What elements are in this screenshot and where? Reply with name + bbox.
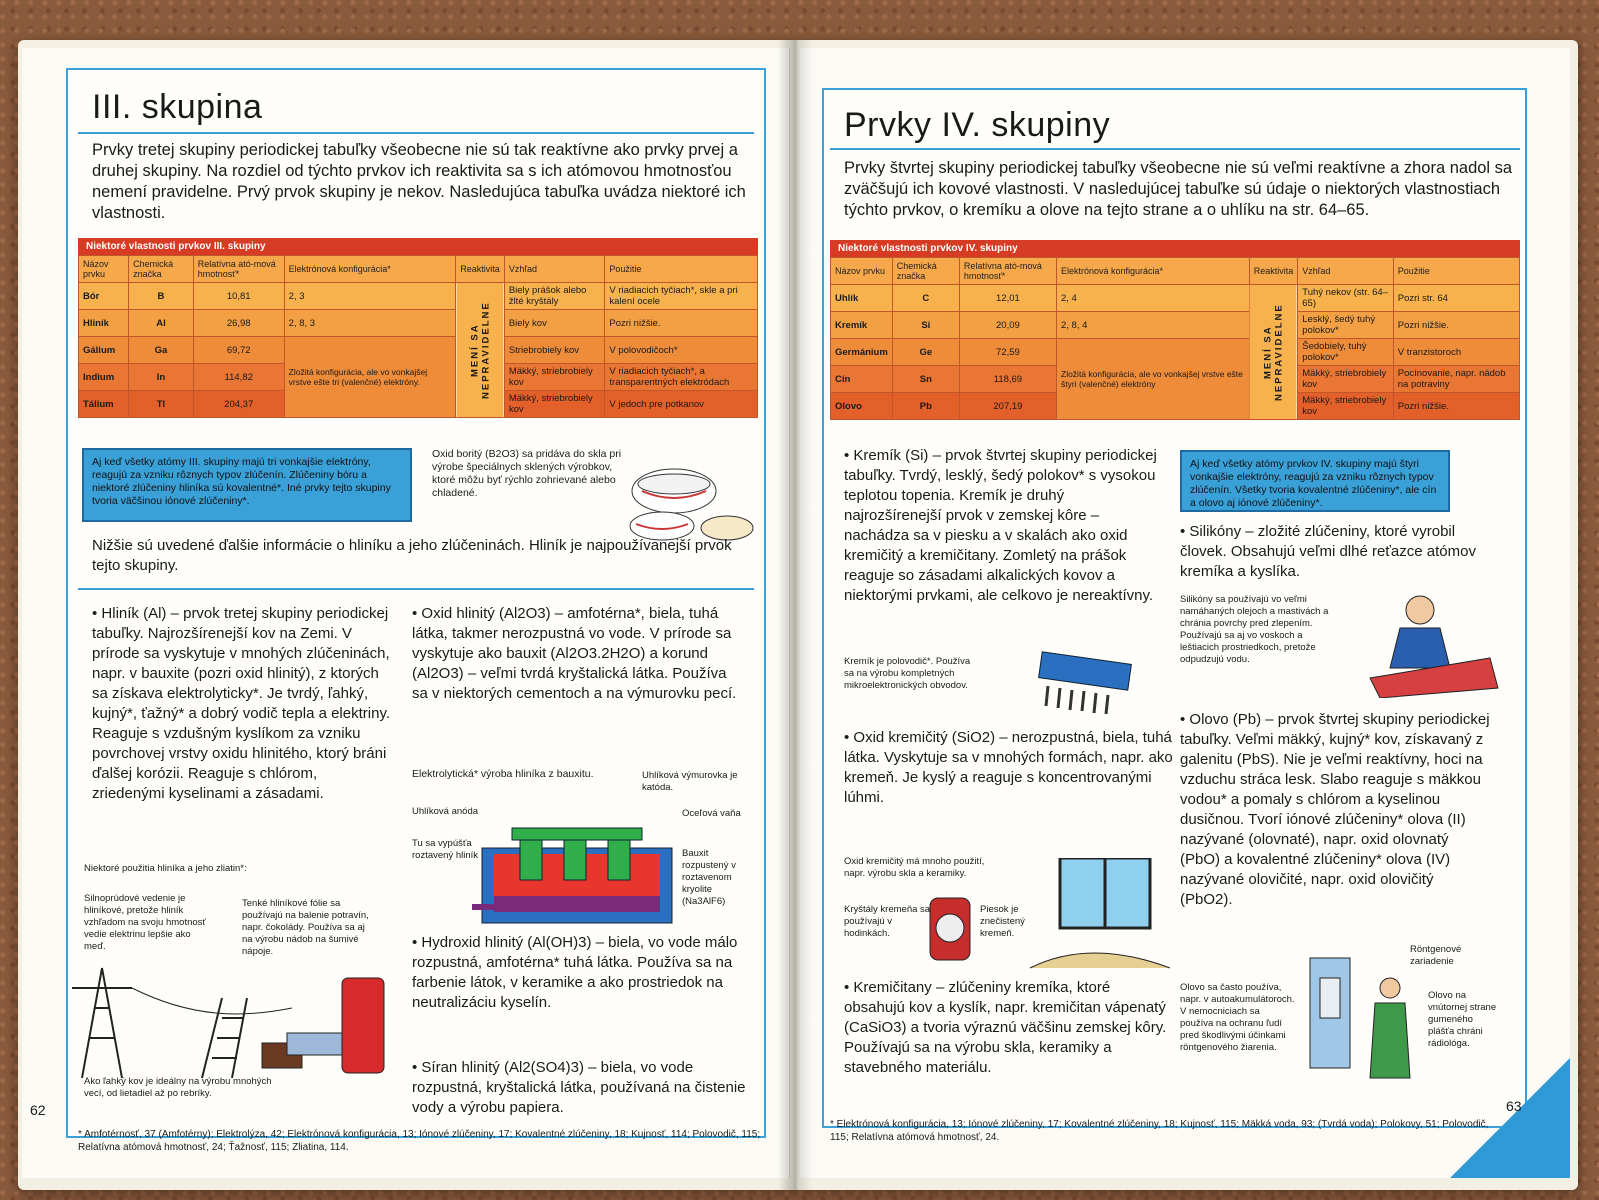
properties-table — [830, 240, 1520, 420]
table-cell-name: Tálium — [79, 391, 129, 418]
polishing-man-illustration — [1360, 588, 1500, 698]
page-title: III. skupina — [92, 88, 263, 126]
table-cell-use: Pozri str. 64 — [1393, 285, 1519, 312]
table-header-cell: Použitie — [605, 256, 758, 283]
table-cell-mass: 12,01 — [959, 285, 1056, 312]
table-cell-config: 2, 8, 3 — [284, 310, 456, 337]
table-cell-name: Bór — [79, 283, 129, 310]
table-cell-look: Mäkký, striebrobiely kov — [1298, 366, 1394, 393]
bowl-illustration — [622, 456, 762, 546]
table-header-cell: Použitie — [1393, 258, 1519, 285]
table-cell-use: Pozri nižšie. — [605, 310, 758, 337]
table-cell-look: Mäkký, striebrobiely kov — [1298, 393, 1394, 420]
table-header-cell: Vzhľad — [504, 256, 605, 283]
table-cell-name: Indium — [79, 364, 129, 391]
table-cell-mass: 207,19 — [959, 393, 1056, 420]
table-header-cell: Relatívna ató-mová hmotnosť* — [193, 256, 284, 283]
aluminium-uses-illustration — [72, 958, 402, 1088]
intro-text: Prvky štvrtej skupiny periodickej tabuľky všeobecne nie sú veľmi reaktívne a zhora nadol sa zväčšujú ich kovové vlastnosti. V nasledujúcej tabuľke sú údaje o niektorých vlastnostiach týchto prvkov, o kremíku a olove na tejto strane a o uhlíku na str. 64–65. — [844, 159, 1513, 219]
table-row — [831, 339, 1520, 366]
table-row — [831, 285, 1520, 312]
table-cell-name: Uhlík — [831, 285, 893, 312]
silicon-text: • Kremík (Si) – prvok štvrtej skupiny periodickej tabuľky. Tvrdý, lesklý, šedý polokov* s vysokou teplotou topenia. Kremík je druhý najrozšírenejší prvok v zemskej kôre – nachádza sa v piesku a v skalách ako oxid kremičitý a kremičitany. Zomletý na prášok reaguje so zásadami alkalických kovov a niektorými prvkami, ale celkovo je nereaktívny. — [844, 447, 1157, 604]
table-cell-use: V riadiacich tyčiach*, a transparentných elektródach — [605, 364, 758, 391]
table-cell-mass: 72,59 — [959, 339, 1056, 366]
table-cell-name: Gálium — [79, 337, 129, 364]
silica-uses-caption: Oxid kremičitý má mnoho použití, napr. výrobu skla a keramiky. — [844, 856, 985, 879]
table-header-cell: Reaktivita — [1249, 258, 1298, 285]
table — [830, 257, 1520, 420]
silicates-text: • Kremičitany – zlúčeniny kremíka, ktoré obsahujú kov a kyslík, napr. kremičitan vápenatý (CaSiO3) a tvoria výraznú väčšinu zemskej kôry. Používajú sa na výrobu skla, keramiky a stavebného materiálu. — [844, 979, 1167, 1076]
table-row — [79, 283, 758, 310]
table-cell-symbol: Ga — [129, 337, 194, 364]
table-cell-name: Kremík — [831, 312, 893, 339]
silicon-dioxide-text: • Oxid kremičitý (SiO2) – nerozpustná, biela, tuhá látka. Vyskytuje sa v mnohých formách, napr. ako kremeň. Je kyslý a reaguje s koncentrovanými lúhmi. — [844, 729, 1173, 806]
table-cell-name: Cín — [831, 366, 893, 393]
silicones-text: • Silikóny – zložité zlúčeniny, ktoré vyrobil človek. Obsahujú veľmi dlhé reťazce atómov kremíka a kyslíka. — [1180, 523, 1476, 580]
open-book — [18, 40, 1578, 1190]
info-note: Aj keď všetky atómy III. skupiny majú tri vonkajšie elektróny, reagujú za vzniku rôznych typov zlúčenín. Zlúčeniny bóru a niektoré zlúčeniny hliníka sú kovalentné*. Iné prvky tejto skupiny tvoria väčšinou iónové zlúčeniny*. — [82, 448, 412, 522]
reactivity-cell: MENÍ SA NEPRAVIDELNE — [456, 283, 505, 418]
ladder-caption: Ako ľahký kov je ideálny na výrobu mnohých vecí, od lietadiel až po rebríky. — [84, 1076, 272, 1099]
table-cell-config: 2, 4 — [1057, 285, 1250, 312]
title-rule — [830, 148, 1520, 150]
aluminium-text: • Hliník (Al) – prvok tretej skupiny periodickej tabuľky. Najrozšírenejší kov na Zemi. V prírode sa vyskytuje v mnohých zlúčeninách, napr. v bauxite (pozri oxid hlinitý), z ktorých sa získava elektrolyticky*. Je tvrdý, ľahký, kujný*, ťažný* a dobrý vodič tepla a elektriny. Reaguje s vzdušným kyslíkom za vzniku povrchovej vrstvy oxidu hlinitého, ktorý bráni ďalšej korózii. Reaguje s chlórom, zriedenými kyselinami a zásadami. — [92, 605, 391, 802]
intro-text: Prvky tretej skupiny periodickej tabuľky všeobecne nie sú tak reaktívne ako prvky prvej a druhej skupiny. Na rozdiel od týchto prvkov ich reaktivita sa s ich atómovou hmotnosťou nemení pravidelne. Prvý prvok skupiny je nekov. Nasledujúca tabuľka uvádza niektoré ich vlastnosti. — [92, 141, 746, 222]
table-header-cell: Názov prvku — [79, 256, 129, 283]
table-header-cell: Chemická značka — [892, 258, 959, 285]
cathode-label: Uhlíková výmurovka je katóda. — [642, 770, 738, 793]
table-caption: Niektoré vlastnosti prvkov III. skupiny — [78, 238, 758, 255]
table-cell-mass: 10,81 — [193, 283, 284, 310]
table-cell-look: Tuhý nekov (str. 64–65) — [1298, 285, 1394, 312]
table-cell-use: Pocínovanie, napr. nádob na potraviny — [1393, 366, 1519, 393]
sand-caption: Piesok je znečistený kremeň. — [980, 904, 1025, 939]
table-cell-symbol: Sn — [892, 366, 959, 393]
table-cell-look: Lesklý, šedý tuhý polokov* — [1298, 312, 1394, 339]
page-number: 62 — [30, 1102, 46, 1118]
page-title: Prvky IV. skupiny — [844, 106, 1111, 144]
table-cell-use: V riadiacich tyčiach*, skle a pri kalení ocele — [605, 283, 758, 310]
section-rule — [78, 588, 754, 590]
table-cell-symbol: Si — [892, 312, 959, 339]
footnote: * Elektrónová konfigurácia, 13; Iónové zlúčeniny, 17; Kovalentné zlúčeniny, 18; Kujnosť, 115; Mäkká voda, 93; (Tvrdá voda); Polokovy, 51; Polovodič, 115; Relatívna atómová hmotnosť, 24. — [830, 1119, 1489, 1143]
table-header-cell: Elektrónová konfigurácia* — [1057, 258, 1250, 285]
title-rule — [78, 132, 754, 134]
table-cell-mass: 204,37 — [193, 391, 284, 418]
table-cell-config: Zložitá konfigurácia, ale vo vonkajšej vrstve ešte štyri (valenčné) elektróny — [1057, 339, 1250, 420]
properties-table — [78, 238, 758, 418]
table-cell-use: Pozri nižšie. — [1393, 312, 1519, 339]
watch-window-illustration — [920, 858, 1170, 978]
electrolysis-cell-illustration — [472, 818, 682, 928]
table-row — [831, 312, 1520, 339]
table — [78, 255, 758, 418]
xray-machine-illustration — [1300, 948, 1420, 1088]
info-note: Aj keď všetky atómy prvkov IV. skupiny majú štyri vonkajšie elektróny, reagujú za vzniku rôznych typov zlúčenín. Všetky tvoria kovalentné zlúčeniny*, ale cín a olovo aj iónové zlúčeniny*. — [1180, 450, 1450, 512]
table-cell-name: Hliník — [79, 310, 129, 337]
table-header-cell: Elektrónová konfigurácia* — [284, 256, 456, 283]
table-header-cell: Vzhľad — [1298, 258, 1394, 285]
lead-uses-caption: Olovo sa často používa, napr. v autoakumulátoroch. V nemocniciach sa používa na ochranu ľudí pred škodlivými účinkami röntgenového žiarenia. — [1180, 982, 1295, 1053]
table-cell-symbol: B — [129, 283, 194, 310]
table-cell-symbol: Ge — [892, 339, 959, 366]
table-cell-look: Striebrobiely kov — [504, 337, 605, 364]
table-cell-mass: 20,09 — [959, 312, 1056, 339]
vessel-label: Oceľová vaňa — [682, 808, 741, 819]
table-cell-name: Olovo — [831, 393, 893, 420]
apron-caption: Olovo na vnútornej strane gumeného plášťa chráni rádiológa. — [1428, 990, 1497, 1049]
table-cell-config: 2, 3 — [284, 283, 456, 310]
reactivity-cell: MENÍ SA NEPRAVIDELNE — [1249, 285, 1298, 420]
table-header-cell: Chemická značka — [129, 256, 194, 283]
uses-title: Niektoré použitia hliníka a jeho zliatin*: — [84, 863, 247, 874]
sulfate-text: • Síran hlinitý (Al2(SO4)3) – biela, vo vode rozpustná, kryštalická látka, používaná na čistenie vody a výrobu papiera. — [412, 1059, 746, 1116]
right-page — [800, 48, 1570, 1178]
power-line-caption: Silnoprúdové vedenie je hliníkové, pretože hliník vzhľadom na svoju hmotnosť vedie elektrinu lepšie ako meď. — [84, 893, 206, 952]
table-cell-look: Mäkký, striebrobiely kov — [504, 364, 605, 391]
silicones-caption: Silikóny sa používajú vo veľmi namáhaných olejoch a mastivách a chránia povrchy pred zlepením. Používajú sa aj vo voskoch a leštiacich prostriedkoch, pretože odpudzujú vodu. — [1180, 594, 1329, 665]
semiconductor-caption: Kremík je polovodič*. Používa sa na výrobu kompletných mikroelektronických obvodov. — [844, 656, 971, 691]
table-cell-use: Pozri nižšie. — [1393, 393, 1519, 420]
table-cell-look: Mäkký, striebrobiely kov — [504, 391, 605, 418]
table-cell-symbol: C — [892, 285, 959, 312]
table-cell-symbol: In — [129, 364, 194, 391]
hydroxide-text: • Hydroxid hlinitý (Al(OH)3) – biela, vo vode málo rozpustná, amfotérna* tuhá látka. Používa sa na farbenie látok, v keramike a ako prostriedok na neutralizáciu kyselín. — [412, 934, 738, 1011]
book-gutter — [778, 40, 812, 1190]
table-header-cell: Reaktivita — [456, 256, 505, 283]
table-header-cell: Názov prvku — [831, 258, 893, 285]
boron-oxide-caption: Oxid boritý (B2O3) sa pridáva do skla pri výrobe špeciálnych sklených výrobkov, ktoré môžu byť rýchlo zohrievané alebo chladené. — [432, 448, 622, 499]
table-cell-symbol: Al — [129, 310, 194, 337]
table-cell-use: V jedoch pre potkanov — [605, 391, 758, 418]
table-cell-mass: 118,69 — [959, 366, 1056, 393]
table-cell-symbol: Pb — [892, 393, 959, 420]
anode-label: Uhlíková anóda — [412, 806, 479, 817]
table-cell-look: Biely kov — [504, 310, 605, 337]
outlet-label: Tu sa vypúšťa roztavený hliník — [412, 838, 479, 861]
xray-label: Röntgenové zariadenie — [1410, 944, 1462, 967]
table-cell-use: V polovodičoch* — [605, 337, 758, 364]
quartz-caption: Kryštály kremeňa sa používajú v hodinkách. — [844, 904, 931, 939]
electrolysis-title: Elektrolytická* výroba hliníka z bauxitu. — [412, 768, 594, 780]
foil-caption: Tenké hliníkové fólie sa používajú na balenie potravín, napr. čokolády. Používa sa aj na výrobu nádob na šumivé nápoje. — [242, 898, 369, 957]
table-cell-mass: 114,82 — [193, 364, 284, 391]
table-cell-symbol: Tl — [129, 391, 194, 418]
left-page — [22, 48, 790, 1178]
microchip-icon — [1030, 644, 1140, 714]
table-cell-look: Biely prášok alebo žlté kryštály — [504, 283, 605, 310]
footnote: * Amfotérnosť, 37 (Amfotérny); Elektrolýza, 42; Elektrónová konfigurácia, 13; Iónové zlúčeniny, 17; Kovalentné zlúčeniny, 18; Kujnosť, 114; Polovodič, 115; Relatívna atómová hmotnosť, 24; Ťažnosť, 115; Zliatina, 114. — [78, 1129, 761, 1153]
table-cell-mass: 69,72 — [193, 337, 284, 364]
table-cell-config: 2, 8, 4 — [1057, 312, 1250, 339]
lead-text: • Olovo (Pb) – prvok štvrtej skupiny periodickej tabuľky. Veľmi mäkký, kujný* kov, získavaný z galenitu (PbS). Nie je veľmi reaktívny, hoci na vzduchu stráca lesk. Slabo reaguje s mäkkou vodou* a pomaly s chlórom a kyselinou dusičnou. Tvorí iónové zlúčeniny* olova (II) nazývané (olovnaté), napr. oxid olovnatý (PbO) a kovalentné zlúčeniny* olova (IV) nazývané olovičité, napr. oxid olovičitý (PbO2). — [1180, 711, 1490, 908]
table-cell-mass: 26,98 — [193, 310, 284, 337]
table-cell-look: Šedobiely, tuhý polokov* — [1298, 339, 1394, 366]
lead-in-text: Nižšie sú uvedené ďalšie informácie o hliníku a jeho zlúčeninách. Hliník je najpoužívanejší prvok tejto skupiny. — [92, 537, 732, 574]
table-caption: Niektoré vlastnosti prvkov IV. skupiny — [830, 240, 1520, 257]
aluminium-oxide-text: • Oxid hlinitý (Al2O3) – amfotérna*, biela, tuhá látka, takmer nerozpustná vo vode. V prírode sa vyskytuje ako bauxit (Al2O3.2H2O) a korund (Al2O3) – veľmi tvrdá kryštalická látka. Používa sa v niektorých cementoch a na výmurovku pecí. — [412, 605, 737, 702]
bauxite-label: Bauxit rozpustený v roztavenom kryolite (Na3AlF6) — [682, 848, 736, 907]
table-cell-use: V tranzistoroch — [1393, 339, 1519, 366]
page-number: 63 — [1506, 1098, 1522, 1114]
table-cell-config: Zložitá konfigurácia, ale vo vonkajšej vrstve ešte tri (valenčné) elektróny. — [284, 337, 456, 418]
table-row — [79, 337, 758, 364]
table-row — [79, 310, 758, 337]
table-cell-name: Germánium — [831, 339, 893, 366]
table-header-cell: Relatívna ató-mová hmotnosť* — [959, 258, 1056, 285]
